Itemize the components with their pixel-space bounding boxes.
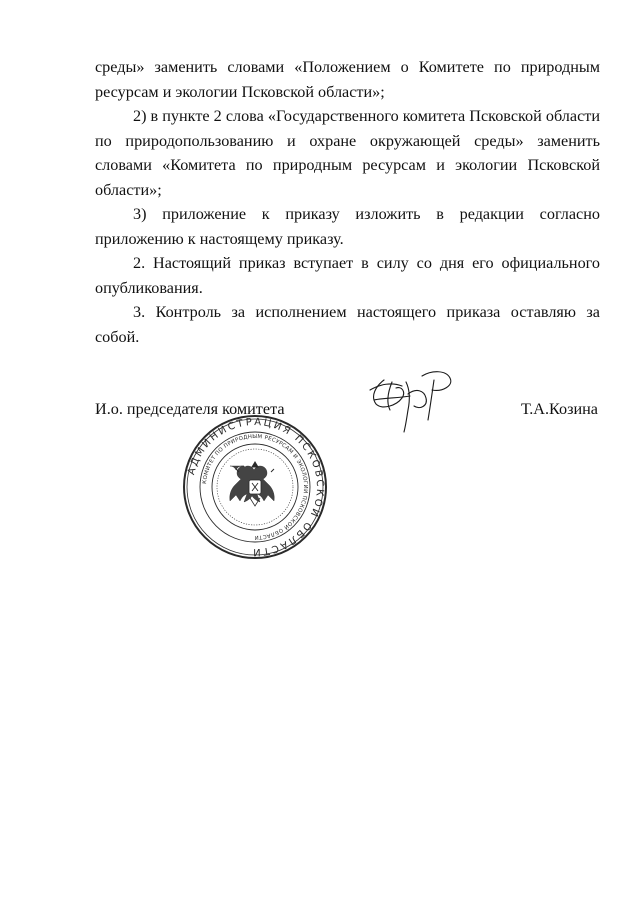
- svg-text:АДМИНИСТРАЦИЯ ПСКОВСКОЙ ОБЛАСТ: АДМИНИСТРАЦИЯ ПСКОВСКОЙ ОБЛАСТИ: [186, 416, 326, 558]
- paragraph-item-3: 3) приложение к приказу изложить в редакции согласно приложению к настоящему приказу.: [95, 205, 600, 248]
- paragraph-item-2: 2) в пункте 2 слова «Государственного комитета Псковской области по природопользованию и охране окружающей среды» заменить словами «Комитета по природным ресурсам и экологии Псковской области»;: [95, 107, 600, 199]
- signatory-title: И.о. председателя комитета: [95, 400, 285, 418]
- signature-block: [95, 397, 600, 421]
- signatory-name: Т.А.Козина: [520, 400, 598, 418]
- paragraph-continuation: среды» заменить словами «Положением о Комитете по природным ресурсам и экологии Псковской области»;: [95, 58, 600, 101]
- document-body: [95, 55, 600, 349]
- double-headed-eagle-emblem: [230, 462, 275, 506]
- handwritten-signature: [362, 360, 462, 440]
- paragraph-clause-2: 2. Настоящий приказ вступает в силу со дня его официального опубликования.: [95, 254, 600, 297]
- paragraph-clause-3: 3. Контроль за исполнением настоящего приказа оставляю за собой.: [95, 303, 600, 346]
- official-seal: [182, 414, 328, 560]
- svg-text:КОМИТЕТ ПО ПРИРОДНЫМ РЕСУРСАМ: КОМИТЕТ ПО ПРИРОДНЫМ РЕСУРСАМ И ЭКОЛОГИИ ПСКОВСКОЙ ОБЛАСТИ: [202, 433, 309, 541]
